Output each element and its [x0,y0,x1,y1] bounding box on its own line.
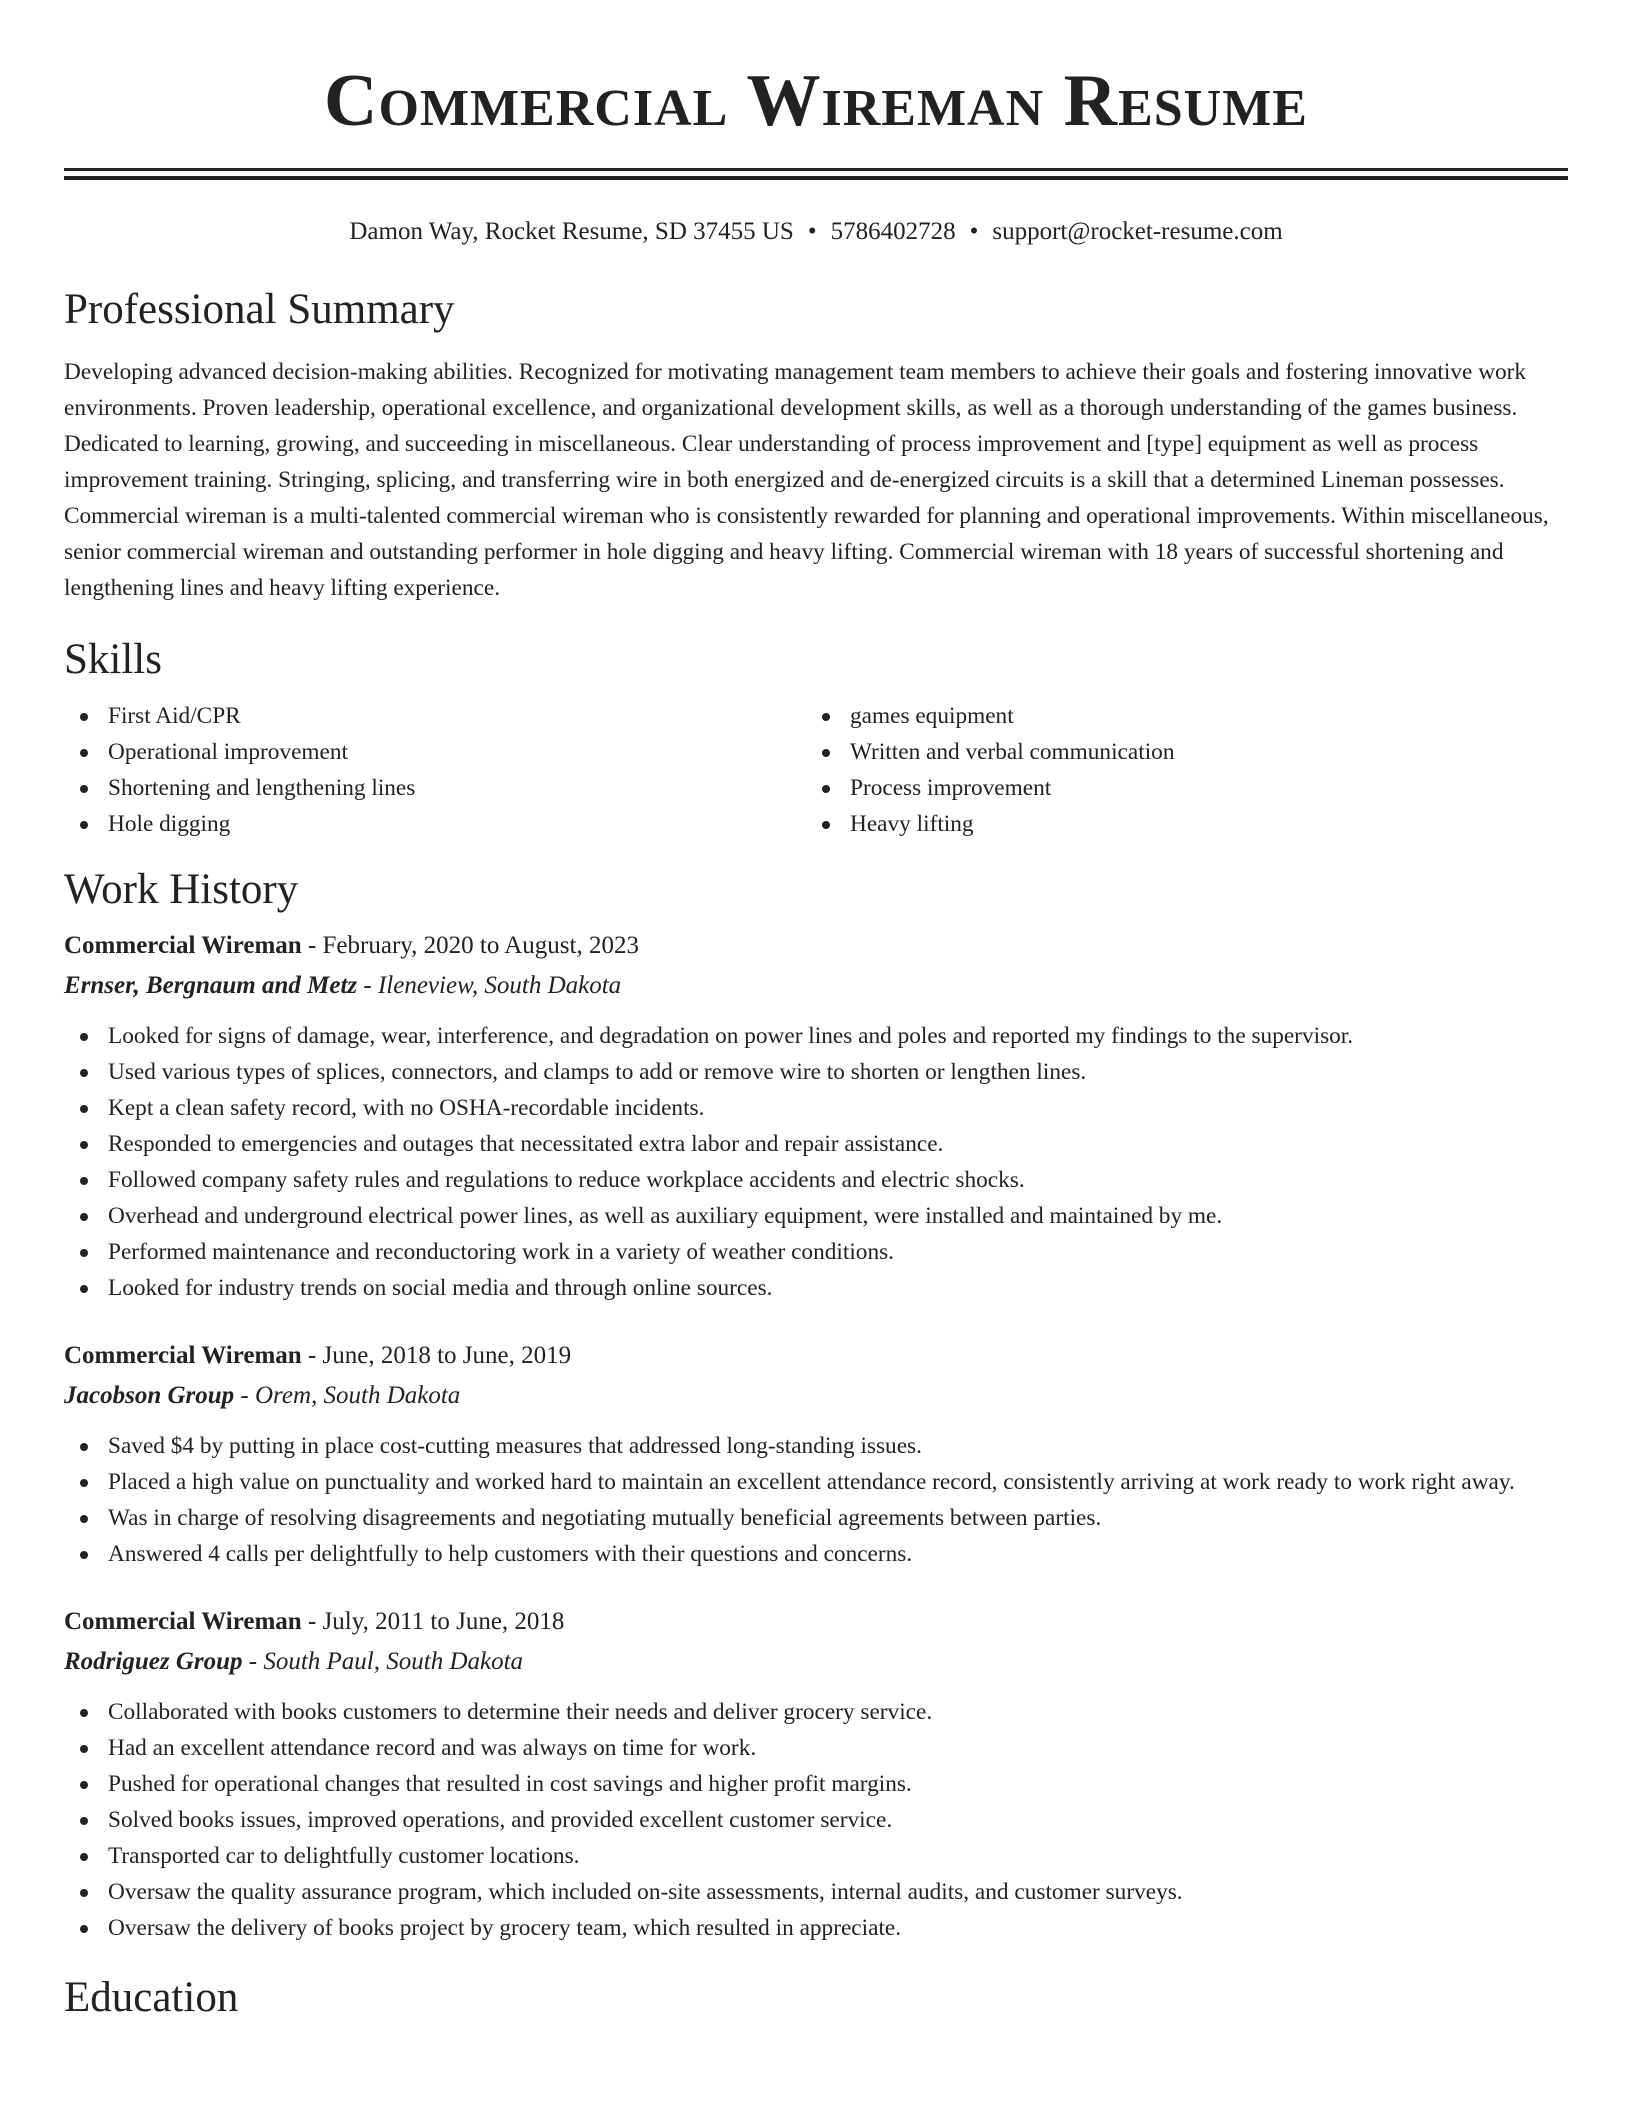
skill-item: Shortening and lengthening lines [64,770,806,806]
skill-item: Process improvement [806,770,1548,806]
job-bullet: Saved $4 by putting in place cost-cutting measures that addressed long-standing issues. [64,1428,1568,1464]
job-company: Rodriguez Group [64,1648,243,1675]
skill-item: Hole digging [64,806,806,842]
job-bullet: Had an excellent attendance record and was always on time for work. [64,1730,1568,1766]
job-bullet: Placed a high value on punctuality and worked hard to maintain an excellent attendance record, consistently arriving at work ready to work right away. [64,1464,1568,1500]
contact-phone: 5786402728 [830,218,956,245]
job-company-line [64,1642,1568,1682]
contact-address: Damon Way, Rocket Resume, SD 37455 US [349,218,794,245]
job-bullet: Solved books issues, improved operations, and provided excellent customer service. [64,1802,1568,1838]
skills-column-right [806,698,1548,842]
job-bullet: Pushed for operational changes that resulted in cost savings and higher profit margins. [64,1766,1568,1802]
skill-item: First Aid/CPR [64,698,806,734]
resume-title: Commercial Wireman Resume [324,60,1308,142]
contact-separator: • [807,218,817,245]
skill-item: Heavy lifting [806,806,1548,842]
contact-email: support@rocket-resume.com [992,218,1283,245]
job-bullets [64,1428,1568,1572]
job-bullet: Transported car to delightfully customer locations. [64,1838,1568,1874]
job-role: Commercial Wireman [64,1608,302,1635]
job-entry [64,926,1568,1306]
education-heading: Education [64,1974,239,2021]
job-entry [64,1336,1568,1572]
skill-item: Written and verbal communication [806,734,1548,770]
job-bullet: Looked for signs of damage, wear, interference, and degradation on power lines and poles and reported my findings to the supervisor. [64,1018,1568,1054]
job-company: Ernser, Bergnaum and Metz [64,972,358,999]
title-divider-thin [64,168,1568,171]
job-bullet: Oversaw the delivery of books project by grocery team, which resulted in appreciate. [64,1910,1568,1946]
job-bullets [64,1694,1568,1946]
job-role: Commercial Wireman [64,1342,302,1369]
job-location: - Ileneview, South Dakota [357,972,622,999]
job-role: Commercial Wireman [64,932,302,959]
summary-text: Developing advanced decision-making abilities. Recognized for motivating management team members to achieve their goals and fostering innovative work environments. Proven leadership, operational excellence, and organizational development skills, as well as a thorough understanding of the games business. Dedicated to learning, growing, and succeeding in miscellaneous. Clear understanding of process improvement and [type] equipment as well as process improvement training. Stringing, splicing, and transferring wire in both energized and de-energized circuits is a skill that a determined Lineman possesses. Commercial wireman is a multi-talented commercial wireman who is consistently rewarded for planning and operational improvements. Within miscellaneous, senior commercial wireman and outstanding performer in hole digging and heavy lifting. Commercial wireman with 18 years of successful shortening and lengthening lines and heavy lifting experience. [64,359,1549,601]
job-bullet: Followed company safety rules and regulations to reduce workplace accidents and electric shocks. [64,1162,1568,1198]
skills-column-left [64,698,806,842]
job-company: Jacobson Group [64,1382,235,1409]
job-dates: - February, 2020 to August, 2023 [301,932,639,959]
job-bullets [64,1018,1568,1306]
skill-item: Operational improvement [64,734,806,770]
skills-heading: Skills [64,636,162,683]
job-bullet: Performed maintenance and reconductoring work in a variety of weather conditions. [64,1234,1568,1270]
work-history-heading: Work History [64,866,299,913]
job-bullet: Kept a clean safety record, with no OSHA-recordable incidents. [64,1090,1568,1126]
job-dates: - June, 2018 to June, 2019 [301,1342,572,1369]
skill-item: games equipment [806,698,1548,734]
job-title-line [64,1602,1568,1642]
contact-separator: • [969,218,979,245]
job-bullet: Responded to emergencies and outages that necessitated extra labor and repair assistance. [64,1126,1568,1162]
job-bullet: Oversaw the quality assurance program, which included on-site assessments, internal audits, and customer surveys. [64,1874,1568,1910]
job-title-line [64,926,1568,966]
job-bullet: Was in charge of resolving disagreements and negotiating mutually beneficial agreements between parties. [64,1500,1568,1536]
job-title-line [64,1336,1568,1376]
summary-heading: Professional Summary [64,286,455,333]
job-location: - Orem, South Dakota [234,1382,461,1409]
job-location: - South Paul, South Dakota [242,1648,524,1675]
job-bullet: Overhead and underground electrical power lines, as well as auxiliary equipment, were installed and maintained by me. [64,1198,1568,1234]
job-bullet: Collaborated with books customers to determine their needs and deliver grocery service. [64,1694,1568,1730]
job-bullet: Used various types of splices, connectors, and clamps to add or remove wire to shorten or lengthen lines. [64,1054,1568,1090]
job-dates: - July, 2011 to June, 2018 [301,1608,565,1635]
job-bullet: Looked for industry trends on social media and through online sources. [64,1270,1568,1306]
job-company-line [64,966,1568,1006]
job-company-line [64,1376,1568,1416]
job-entry [64,1602,1568,1946]
contact-line [64,216,1568,248]
job-bullet: Answered 4 calls per delightfully to help customers with their questions and concerns. [64,1536,1568,1572]
title-divider-thick [64,176,1568,180]
skills-grid [64,698,1568,842]
